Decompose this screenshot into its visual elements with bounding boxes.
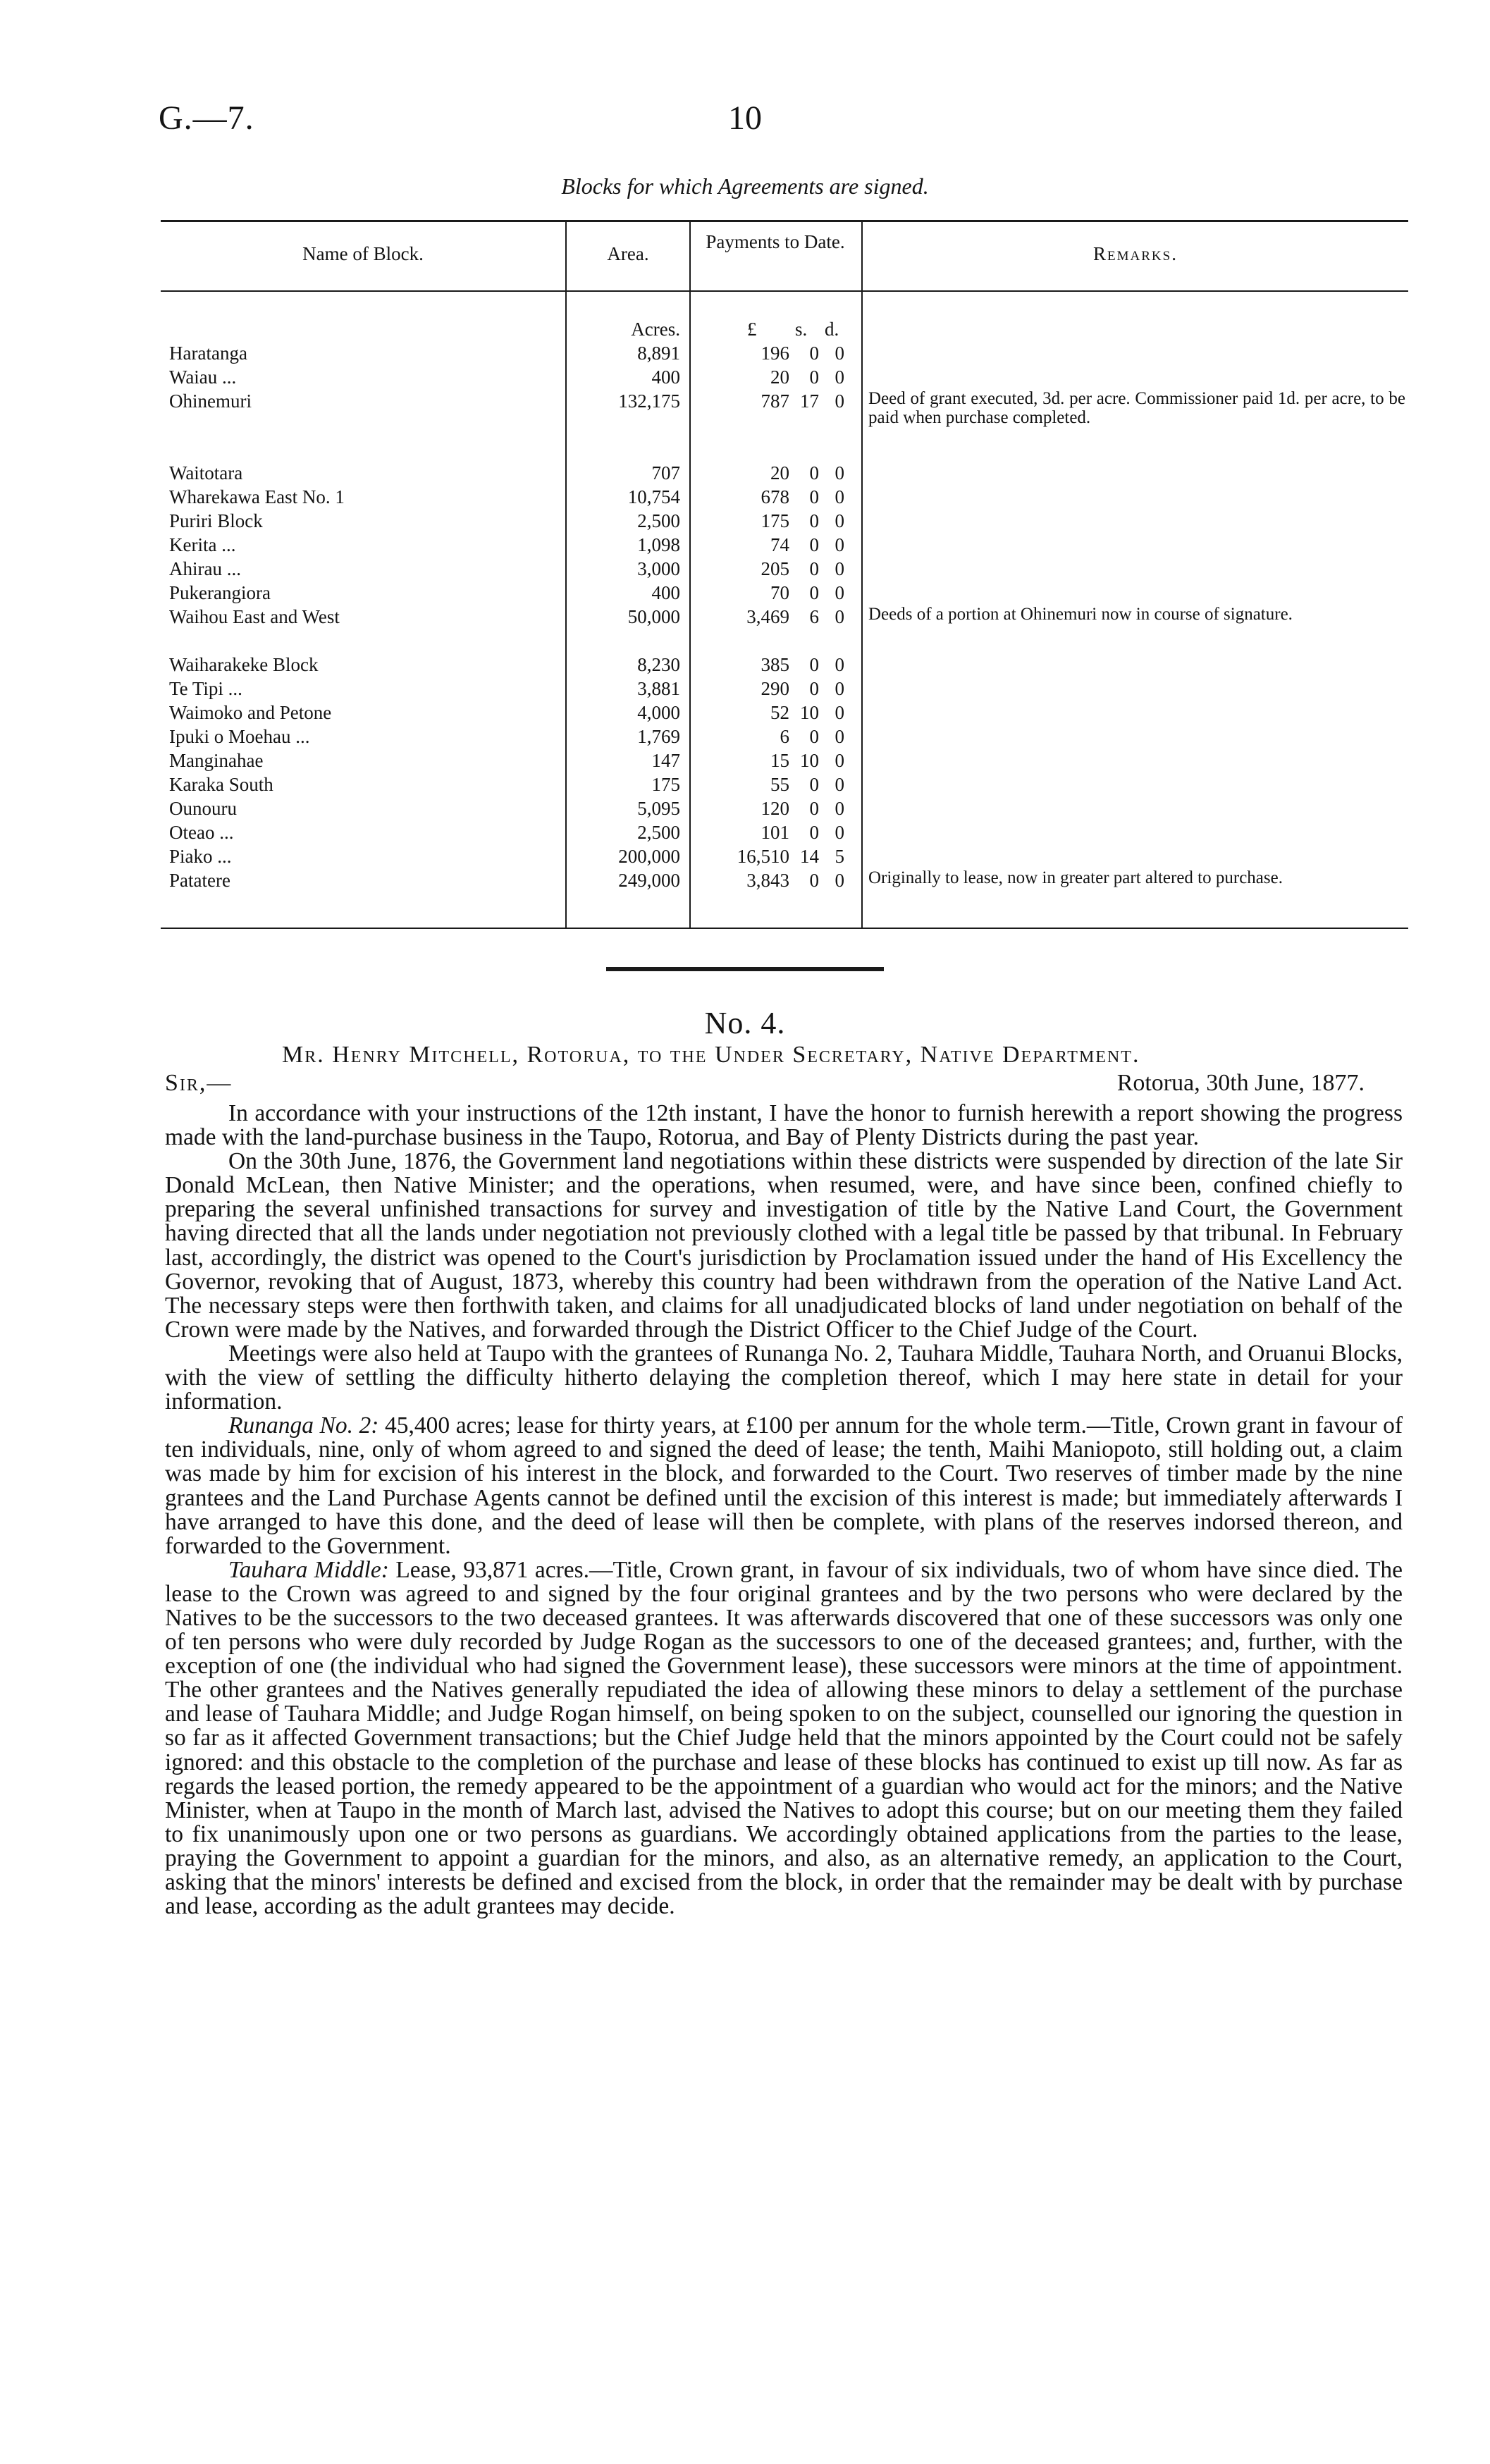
payment-pence: 0 xyxy=(835,462,844,483)
unit-pounds: £ xyxy=(747,319,757,340)
section-divider xyxy=(606,967,884,971)
table-row xyxy=(0,581,1490,605)
unit-shillings: s. xyxy=(795,319,808,340)
block-area: 249,000 xyxy=(618,870,680,891)
paragraph xyxy=(165,1414,1403,1558)
table-row xyxy=(0,509,1490,533)
payment-pounds: 385 xyxy=(761,654,789,675)
block-area: 3,881 xyxy=(637,678,680,699)
payment-pounds: 3,469 xyxy=(746,606,789,627)
block-name: Waitotara xyxy=(169,462,243,483)
table-row xyxy=(0,533,1490,557)
table-row xyxy=(0,485,1490,509)
table-row xyxy=(0,844,1490,868)
payment-pounds: 120 xyxy=(761,798,789,819)
table-row xyxy=(0,461,1490,485)
block-area: 707 xyxy=(651,462,680,483)
block-name: Waihou East and West xyxy=(169,606,340,627)
payment-pence: 0 xyxy=(835,822,844,843)
remarks: Deed of grant executed, 3d. per acre. Commissioner paid 1d. per acre, to be paid when purchase completed. xyxy=(868,389,1405,427)
payment-shillings: 0 xyxy=(809,822,819,843)
block-area: 1,769 xyxy=(637,726,680,747)
table-top-rule xyxy=(161,220,1408,222)
payment-pounds: 20 xyxy=(770,462,789,483)
block-name: Piako ... xyxy=(169,846,232,867)
paragraph: Meetings were also held at Taupo with the grantees of Runanga No. 2, Tauhara Middle, Tauhara North, and Oruanui Blocks, with the view of settling the difficulty hitherto delaying the completion thereof, which I may here state in detail for your information. xyxy=(165,1340,1403,1415)
payment-pence: 0 xyxy=(835,366,844,388)
payment-pounds: 290 xyxy=(761,678,789,699)
payment-pence: 0 xyxy=(835,343,844,364)
column-header-name: Name of Block. xyxy=(302,243,424,264)
unit-pence: d. xyxy=(825,319,839,340)
payment-pounds: 15 xyxy=(770,750,789,771)
payment-shillings: 0 xyxy=(809,654,819,675)
payment-pounds: 205 xyxy=(761,558,789,579)
payment-shillings: 0 xyxy=(809,462,819,483)
block-area: 50,000 xyxy=(627,606,680,627)
block-name: Patatere xyxy=(169,870,230,891)
block-name: Haratanga xyxy=(169,343,247,364)
block-name: Ahirau ... xyxy=(169,558,241,579)
payment-pence: 0 xyxy=(835,558,844,579)
block-name: Ohinemuri xyxy=(169,390,252,412)
block-area: 5,095 xyxy=(637,798,680,819)
payment-shillings: 0 xyxy=(809,486,819,507)
payment-pounds: 55 xyxy=(770,774,789,795)
block-name: Waiharakeke Block xyxy=(169,654,319,675)
payment-pounds: 20 xyxy=(770,366,789,388)
payment-pence: 0 xyxy=(835,750,844,771)
block-name: Ipuki o Moehau ... xyxy=(169,726,310,747)
block-area: 10,754 xyxy=(627,486,680,507)
block-area: 400 xyxy=(651,582,680,603)
column-header-area: Area. xyxy=(607,243,649,264)
block-area: 132,175 xyxy=(618,390,680,412)
payment-pence: 0 xyxy=(835,774,844,795)
table-row xyxy=(0,868,1490,892)
payment-pounds: 678 xyxy=(761,486,789,507)
payment-pence: 0 xyxy=(835,654,844,675)
paragraph xyxy=(165,1558,1403,1918)
table-row xyxy=(0,365,1490,389)
column-header-remarks: Remarks. xyxy=(1093,243,1178,264)
payment-shillings: 0 xyxy=(809,870,819,891)
table-row xyxy=(0,341,1490,365)
payment-pounds: 175 xyxy=(761,510,789,531)
block-name: Kerita ... xyxy=(169,534,236,555)
block-area: 2,500 xyxy=(637,510,680,531)
block-name: Wharekawa East No. 1 xyxy=(169,486,345,507)
payment-pounds: 70 xyxy=(770,582,789,603)
payment-shillings: 6 xyxy=(809,606,819,627)
block-name: Waiau ... xyxy=(169,366,237,388)
salutation: Sir,— xyxy=(165,1070,233,1096)
payment-pence: 0 xyxy=(835,606,844,627)
block-name: Karaka South xyxy=(169,774,273,795)
payment-shillings: 17 xyxy=(800,390,819,412)
payment-pence: 0 xyxy=(835,510,844,531)
payment-shillings: 0 xyxy=(809,678,819,699)
block-area: 4,000 xyxy=(637,702,680,723)
payment-shillings: 0 xyxy=(809,510,819,531)
letter-address: Mr. Henry Mitchell, Rotorua, to the Under Secretary, Native Department. xyxy=(282,1042,1140,1068)
block-name: Te Tipi ... xyxy=(169,678,242,699)
payment-pounds: 196 xyxy=(761,343,789,364)
remarks: Deeds of a portion at Ohinemuri now in course of signature. xyxy=(868,605,1293,624)
payment-shillings: 0 xyxy=(809,726,819,747)
payment-pence: 0 xyxy=(835,486,844,507)
block-name: Waimoko and Petone xyxy=(169,702,332,723)
table-body xyxy=(0,341,1490,892)
payment-shillings: 10 xyxy=(800,702,819,723)
payment-pence: 5 xyxy=(835,846,844,867)
payment-pence: 0 xyxy=(835,582,844,603)
column-header-payments: Payments to Date. xyxy=(706,231,845,252)
unit-acres: Acres. xyxy=(631,319,680,340)
payment-pence: 0 xyxy=(835,726,844,747)
letter-number: No. 4. xyxy=(704,1006,786,1040)
payment-pounds: 52 xyxy=(770,702,789,723)
table-row xyxy=(0,677,1490,701)
table-row xyxy=(0,820,1490,844)
payment-pence: 0 xyxy=(835,390,844,412)
table-row xyxy=(0,701,1490,725)
payment-pounds: 787 xyxy=(761,390,789,412)
tauhara-heading: Tauhara Middle: xyxy=(228,1556,389,1583)
block-name: Manginahae xyxy=(169,750,264,771)
payment-pounds: 101 xyxy=(761,822,789,843)
table-row xyxy=(0,653,1490,677)
table-bottom-rule xyxy=(161,928,1408,929)
payment-pounds: 74 xyxy=(770,534,789,555)
table-header-rule xyxy=(161,290,1408,292)
table-row xyxy=(0,557,1490,581)
remarks: Originally to lease, now in greater part altered to purchase. xyxy=(868,868,1283,887)
tauhara-text: Lease, 93,871 acres.—Title, Crown grant, in favour of six individuals, two of whom have since died. The lease to the Crown was agreed to and signed by the four original grantees and by the two persons who were declared by the Natives to be the successors to the two deceased grantees. It was afterwards discovered that one of these successors was only one of ten persons who were duly recorded by Judge Rogan as the successors to one of the deceased grantees; and, further, with the exception of one (the individual who had signed the Government lease), these successors were minors at the time of appointment. The other grantees and the Natives generally repudiated the idea of allowing these minors to delay a settlement of the purchase and lease of Tauhara Middle; and Judge Rogan himself, on being spoken to on the subject, counselled our ignoring the question in so far as it affected Government transactions; but the Chief Judge held that the minors appointed by the Court could not be safely ignored: and this obstacle to the completion of the purchase and lease of these blocks has continued to exist up till now. As far as regards the leased portion, the remedy appeared to be the appointment of a guardian who would act for the minors; and the Native Minister, when at Taupo in the month of March last, advised the Natives to adopt this course; but on our meeting them they failed to fix unanimously upon one or two persons as guardians. We accordingly obtained applications from the parties to the lease, praying the Government to appoint a guardian for the minors, and also, as an alternative remedy, an application to the Court, asking that the minors' interests be defined and excised from the block, in order that the remainder may be dealt with by purchase and lease, according as the adult grantees may decide. xyxy=(165,1556,1403,1920)
paragraph: In accordance with your instructions of the 12th instant, I have the honor to furnish herewith a report showing the progress made with the land-purchase business in the Taupo, Rotorua, and Bay of Plenty Districts during the past year. xyxy=(165,1100,1403,1151)
block-name: Ounouru xyxy=(169,798,237,819)
paragraph: On the 30th June, 1876, the Government land negotiations within these districts were suspended by direction of the late Sir Donald McLean, then Native Minister; and the operations, when resumed, were, and have since been, confined chiefly to preparing the several unfinished transactions for survey and investigation of title by the Native Land Court, the Government having directed that all the lands under negotiation not previously clothed with a legal title be passed by that tribunal. In February last, accordingly, the district was opened to the Court's jurisdiction by Proclamation issued under the hand of His Excellency the Governor, revoking that of August, 1873, whereby this country had been withdrawn from the operation of the Native Land Act. The necessary steps were then forthwith taken, and claims for all unadjudicated blocks of land under negotiation on behalf of the Crown were made by the Natives, and forwarded through the District Officer to the Chief Judge of the Court. xyxy=(165,1148,1403,1343)
table-row xyxy=(0,605,1490,653)
payment-pence: 0 xyxy=(835,798,844,819)
payment-pence: 0 xyxy=(835,702,844,723)
letter-body xyxy=(165,1102,1403,1918)
block-name: Pukerangiora xyxy=(169,582,271,603)
table-row xyxy=(0,725,1490,749)
runanga-text: 45,400 acres; lease for thirty years, at £100 per annum for the whole term.—Title, Crown grant in favour of ten individuals, nine, only of whom agreed to and signed the deed of lease; the tenth, Maihi Maniopoto, still holding out, a claim was made by him for excision of his interest in the block, and forwarded to the Court. Two reserves of timber made by the nine grantees and the Land Purchase Agents cannot be defined until the excision of this interest is made; but immediately afterwards I have arranged to have this done, and the deed of lease will then be complete, with plans of the reserves indorsed thereon, and forwarded to the Government. xyxy=(165,1412,1403,1559)
payment-shillings: 0 xyxy=(809,534,819,555)
block-area: 147 xyxy=(651,750,680,771)
block-area: 1,098 xyxy=(637,534,680,555)
block-area: 8,891 xyxy=(637,343,680,364)
payment-shillings: 0 xyxy=(809,343,819,364)
block-area: 8,230 xyxy=(637,654,680,675)
table-row xyxy=(0,389,1490,461)
block-name: Puriri Block xyxy=(169,510,263,531)
document-code: G.—7. xyxy=(159,99,254,137)
table-title: Blocks for which Agreements are signed. xyxy=(561,173,929,199)
runanga-heading: Runanga No. 2: xyxy=(228,1412,379,1439)
block-name: Oteao ... xyxy=(169,822,234,843)
payment-pounds: 6 xyxy=(780,726,789,747)
table-row xyxy=(0,772,1490,796)
payment-shillings: 0 xyxy=(809,366,819,388)
payment-shillings: 10 xyxy=(800,750,819,771)
payment-shillings: 0 xyxy=(809,798,819,819)
payment-pounds: 3,843 xyxy=(746,870,789,891)
page-number: 10 xyxy=(728,99,762,137)
payment-pence: 0 xyxy=(835,534,844,555)
table-row xyxy=(0,796,1490,820)
payment-shillings: 0 xyxy=(809,558,819,579)
place-date: Rotorua, 30th June, 1877. xyxy=(1116,1070,1365,1096)
block-area: 400 xyxy=(651,366,680,388)
payment-pence: 0 xyxy=(835,870,844,891)
payment-shillings: 14 xyxy=(800,846,819,867)
payment-pence: 0 xyxy=(835,678,844,699)
table-row xyxy=(0,749,1490,772)
block-area: 200,000 xyxy=(618,846,680,867)
payment-shillings: 0 xyxy=(809,774,819,795)
block-area: 175 xyxy=(651,774,680,795)
block-area: 2,500 xyxy=(637,822,680,843)
payment-pounds: 16,510 xyxy=(737,846,789,867)
block-area: 3,000 xyxy=(637,558,680,579)
payment-shillings: 0 xyxy=(809,582,819,603)
